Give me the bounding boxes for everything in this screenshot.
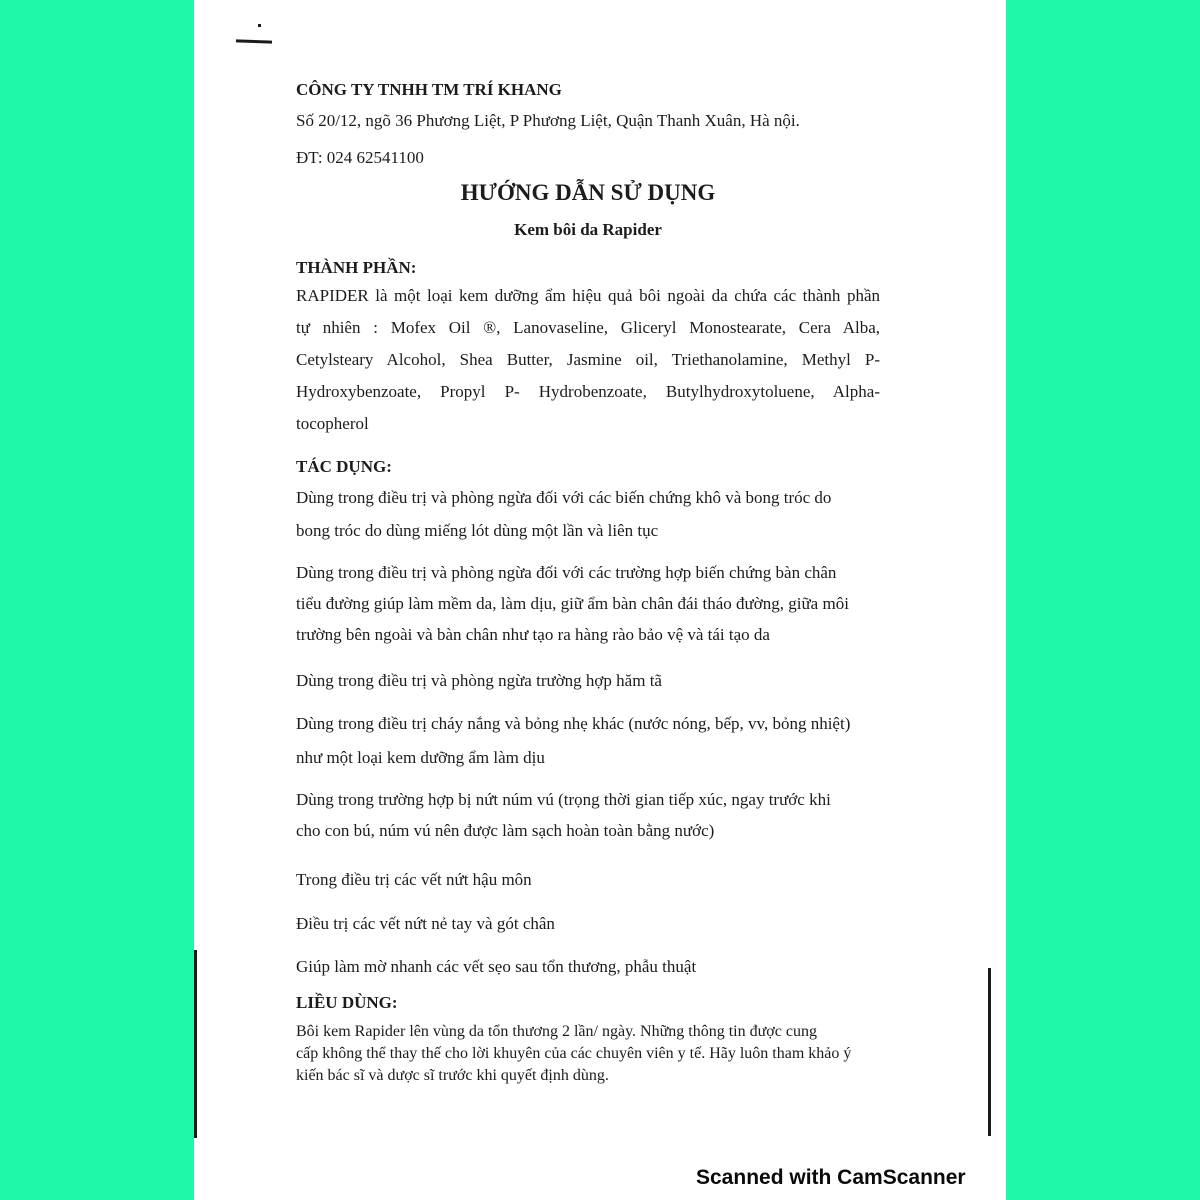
effects-line: Dùng trong trường hợp bị nứt núm vú (trọng thời gian tiếp xúc, ngay trước khi (296, 790, 831, 809)
ingredients-line: RAPIDER là một loại kem dưỡng ẩm hiệu quả bôi ngoài da chứa các thành phần (296, 286, 880, 305)
dosage-line: cấp không thể thay thế cho lời khuyên của các chuyên viên y tế. Hãy luôn tham khảo ý (296, 1045, 852, 1062)
ingredients-line: tự nhiên : Mofex Oil ®, Lanovaseline, Gliceryl Monostearate, Cera Alba, (296, 318, 880, 337)
ingredients-line: Hydroxybenzoate, Propyl P- Hydrobenzoate, Butylhydroxytoluene, Alpha- (296, 382, 880, 401)
company-name: CÔNG TY TNHH TM TRÍ KHANG (296, 80, 562, 99)
effects-line: tiểu đường giúp làm mềm da, làm dịu, giữ ẩm bàn chân đái tháo đường, giữa môi (296, 594, 849, 613)
effects-heading: TÁC DỤNG: (296, 457, 392, 476)
company-address: Số 20/12, ngõ 36 Phương Liệt, P Phương Liệt, Quận Thanh Xuân, Hà nội. (296, 111, 800, 130)
effects-line: Điều trị các vết nứt nẻ tay và gót chân (296, 914, 555, 933)
scanner-watermark: Scanned with CamScanner (696, 1166, 966, 1189)
scan-artifact-right-edge (988, 968, 991, 1136)
ingredients-heading: THÀNH PHẦN: (296, 258, 417, 277)
ingredients-line: Cetylsteary Alcohol, Shea Butter, Jasmine oil, Triethanolamine, Methyl P- (296, 350, 880, 369)
effects-line: bong tróc do dùng miếng lót dùng một lần và liên tục (296, 521, 659, 540)
effects-line: cho con bú, núm vú nên được làm sạch hoàn toàn bằng nước) (296, 821, 715, 840)
dosage-line: kiến bác sĩ và dược sĩ trước khi quyết định dùng. (296, 1067, 609, 1084)
scan-artifact-left-edge (194, 950, 197, 1138)
effects-line: Dùng trong điều trị và phòng ngừa đối với các biến chứng khô và bong tróc do (296, 488, 832, 507)
document-title: HƯỚNG DẪN SỬ DỤNG (460, 180, 716, 205)
effects-line: Giúp làm mờ nhanh các vết sẹo sau tổn thương, phẫu thuật (296, 957, 697, 976)
effects-line: Dùng trong điều trị cháy nắng và bỏng nhẹ khác (nước nóng, bếp, vv, bỏng nhiệt) (296, 714, 851, 733)
effects-line: trường bên ngoài và bàn chân như tạo ra hàng rào bảo vệ và tái tạo da (296, 625, 770, 644)
effects-line: Dùng trong điều trị và phòng ngừa đối với các trường hợp biến chứng bàn chân (296, 563, 837, 582)
effects-line: Trong điều trị các vết nứt hậu môn (296, 870, 532, 889)
ingredients-line: tocopherol (296, 414, 369, 433)
dosage-line: Bôi kem Rapider lên vùng da tổn thương 2 lần/ ngày. Những thông tin được cung (296, 1023, 817, 1040)
document-subtitle: Kem bôi da Rapider (514, 220, 662, 239)
effects-line: như một loại kem dưỡng ẩm làm dịu (296, 748, 545, 767)
dosage-heading: LIỀU DÙNG: (296, 993, 398, 1012)
effects-line: Dùng trong điều trị và phòng ngừa trường hợp hăm tã (296, 671, 662, 690)
scan-artifact-dot (258, 24, 261, 27)
company-phone: ĐT: 024 62541100 (296, 148, 424, 167)
